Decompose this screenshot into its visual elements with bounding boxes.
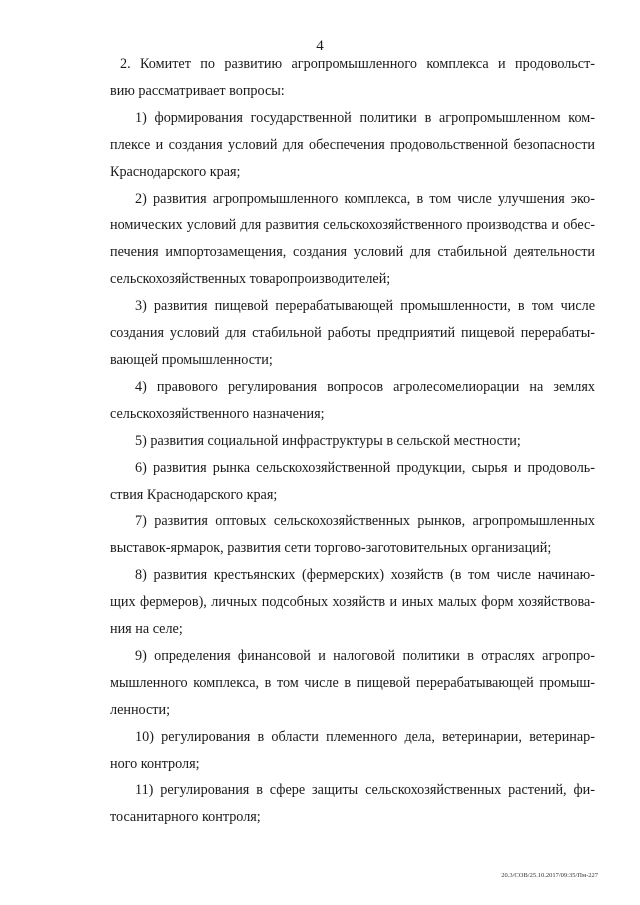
list-item xyxy=(110,51,595,105)
text-line: вающей промышленности; xyxy=(110,351,273,368)
text-line: мышленного комплекса, в том числе в пищевой перерабатывающей промыш- xyxy=(110,674,595,691)
list-item xyxy=(110,724,595,778)
text-line: 6) развития рынка сельскохозяйственной продукции, сырья и продоволь- xyxy=(135,459,595,476)
list-item xyxy=(110,508,595,562)
list-item xyxy=(110,643,595,724)
text-line: 7) развития оптовых сельскохозяйственных рынков, агропромышленных xyxy=(135,513,595,530)
list-item xyxy=(110,293,595,374)
text-line: 11) регулирования в сфере защиты сельскохозяйственных растений, фи- xyxy=(135,782,595,799)
text-line: 10) регулирования в области племенного дела, ветеринарии, ветеринар- xyxy=(135,728,595,745)
document-body xyxy=(110,51,595,831)
list-item xyxy=(110,455,595,509)
list-item xyxy=(110,186,595,294)
text-line: щих фермеров), личных подсобных хозяйств и иных малых форм хозяйствова- xyxy=(110,594,595,611)
text-line: 1) формирования государственной политики в агропромышленном ком- xyxy=(135,109,595,126)
text-line: 2) развития агропромышленного комплекса, в том числе улучшения эко- xyxy=(135,190,595,207)
list-item xyxy=(110,562,595,643)
text-line: ного контроля; xyxy=(110,755,200,772)
text-line: номических условий для развития сельскохозяйственного производства и обес- xyxy=(110,217,595,234)
text-line: тосанитарного контроля; xyxy=(110,809,261,826)
text-line: ствия Краснодарского края; xyxy=(110,486,278,503)
text-line: сельскохозяйственного назначения; xyxy=(110,405,325,422)
text-line: 3) развития пищевой перерабатывающей промышленности, в том числе xyxy=(135,298,595,315)
text-line: 4) правового регулирования вопросов агролесомелиорации на землях xyxy=(135,378,595,395)
text-line: вию рассматривает вопросы: xyxy=(110,82,285,99)
footer-document-code: 20.3/СОВ/25.10.2017/09:35/Пм-227 xyxy=(501,872,598,879)
text-line: 8) развития крестьянских (фермерских) хозяйств (в том числе начинаю- xyxy=(135,567,595,584)
list-item xyxy=(110,777,595,831)
text-line: создания условий для стабильной работы предприятий пищевой перерабаты- xyxy=(110,325,595,342)
text-line: Краснодарского края; xyxy=(110,163,241,180)
text-line: выставок-ярмарок, развития сети торгово-заготовительных организаций; xyxy=(110,540,552,557)
text-line: ния на селе; xyxy=(110,621,183,638)
text-line: 2. Комитет по развитию агропромышленного комплекса и продовольст- xyxy=(120,56,595,72)
text-line: ленности; xyxy=(110,701,171,718)
text-line: плексе и создания условий для обеспечения продовольственной безопасности xyxy=(110,136,595,153)
list-item xyxy=(110,105,595,186)
page-number: 4 xyxy=(316,38,324,54)
text-line: сельскохозяйственных товаропроизводителей; xyxy=(110,271,391,288)
text-line: 5) развития социальной инфраструктуры в сельской местности; xyxy=(135,432,521,449)
list-item xyxy=(110,374,595,428)
list-item xyxy=(110,428,595,455)
text-line: 9) определения финансовой и налоговой политики в отраслях агропро- xyxy=(135,647,595,664)
text-line: печения импортозамещения, создания условий для стабильной деятельности xyxy=(110,244,595,261)
